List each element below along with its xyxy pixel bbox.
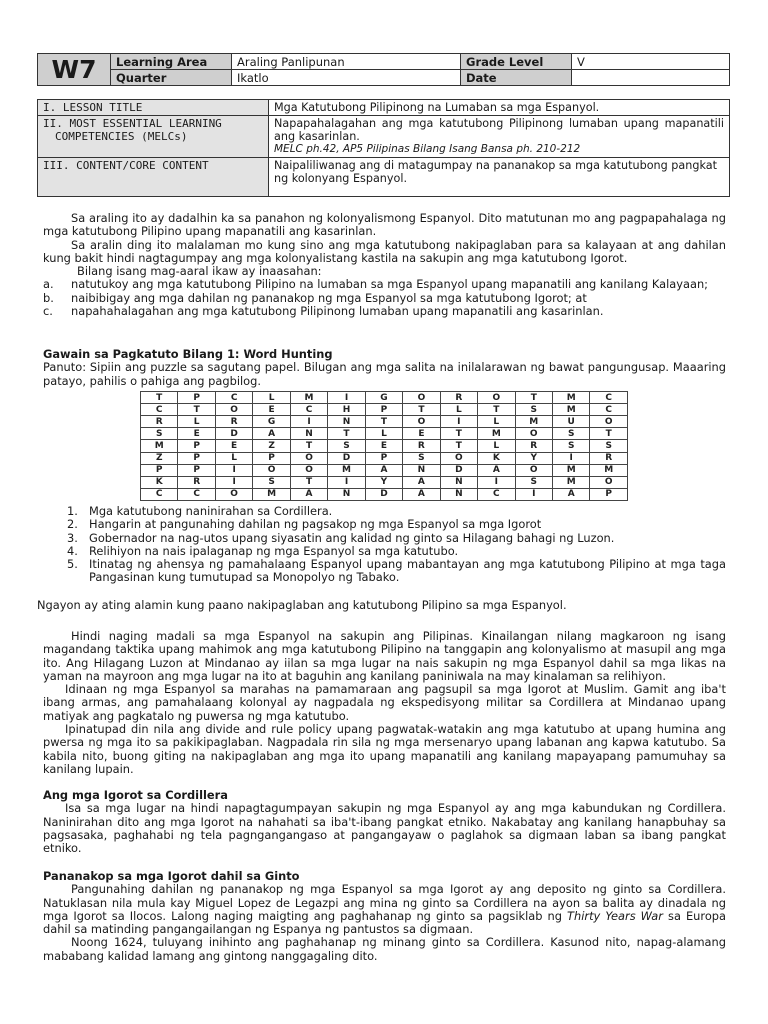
grid-cell: P [178, 452, 215, 464]
discussion-paragraph-1: Hindi naging madali sa mga Espanyol na sakupin ang Pilipinas. Kinailangan nilang magkaroon ng isang magandang taktika upang mahimok ang mga katutubong Pilipino na tanggapin ang kolonyalismo at masupil ang mga ito. Ang Hilagang Luzon at Mindanao ay iilan sa mga lugar na nais sakupin ng mga Espanyol dahil sa mga likas na yaman na mayroon ang mga lugar na ito at baguhin ang kanilang paniniwala na may kinalaman sa relihiyon. [43, 629, 726, 683]
lesson-title-value: Mga Katutubong Pilipinong na Lumaban sa mga Espanyol. [269, 100, 730, 116]
discussion-paragraph-2: Idinaan ng mga Espanyol sa marahas na pamamaraan ang pagsupil sa mga Igorot at Muslim. Gamit ang iba't ibang armas, ang pamahalaang kolonyal ay nagpadala ng ekspedisyong militar sa Cordillera at Mindanao upang matiyak ang pagkatalo ng puwersa ng mga katutubo. [43, 682, 726, 723]
objective-item: b. naibibigay ang mga dahilan ng pananakop ng mga Espanyol sa mga katutubong Igorot; at [43, 290, 587, 305]
grid-cell: O [403, 416, 440, 428]
grid-cell: N [403, 464, 440, 476]
quarter-value: Ikatlo [232, 70, 461, 86]
grid-cell: C [590, 392, 628, 404]
grid-cell: D [365, 488, 402, 500]
grid-row [141, 452, 628, 464]
grid-cell: K [141, 476, 178, 488]
grid-cell: T [403, 404, 440, 416]
grid-cell: R [440, 392, 477, 404]
grid-row [141, 464, 628, 476]
grid-cell: I [290, 416, 327, 428]
melc-value: Napapahalagahan ang mga katutubong Pilipinong lumaban upang mapanatili ang kasarinlan. [274, 117, 724, 143]
clue-item: 2. Hangarin at pangunahing dahilan ng pagsakop ng mga Espanyol sa mga Igorot [67, 517, 542, 532]
grid-cell: T [365, 416, 402, 428]
grid-cell: L [440, 404, 477, 416]
grid-cell: S [328, 440, 365, 452]
clue-item: 4. Relihiyon na nais ipalaganap ng mga Espanyol sa mga katutubo. [67, 543, 459, 558]
grid-cell: M [590, 464, 628, 476]
grid-row [141, 416, 628, 428]
grid-cell: C [290, 404, 327, 416]
grid-cell: C [178, 488, 215, 500]
grid-cell: M [253, 488, 290, 500]
grid-cell: N [440, 476, 477, 488]
grid-cell: S [552, 428, 589, 440]
gold-heading: Pananakop sa mga Igorot dahil sa Ginto [43, 869, 300, 883]
igorot-paragraph: Isa sa mga lugar na hindi napagtagumpayan sakupin ng mga Espanyol ay ang mga kabundukan ng Cordillera. Naninirahan dito ang mga Igorot na nahahati sa iba't-ibang pangkat etniko. Nakabatay ang kanilang hanapbuhay sa pagsasaka, paghahabi ng tela pagngangangaso at pangangayaw o paglahok sa digmaan laban sa ibang pangkat etniko. [43, 801, 726, 856]
grid-cell: T [290, 440, 327, 452]
grid-cell: R [178, 476, 215, 488]
quarter-label: Quarter [111, 70, 232, 86]
grid-cell: O [590, 476, 628, 488]
objective-item: a. natutukoy ang mga katutubong Pilipino na lumaban sa mga Espanyol upang mapanatili ang kanilang Kalayaan; [43, 277, 708, 292]
grid-cell: U [552, 416, 589, 428]
clue-item: 3. Gobernador na nag-utos upang siyasatin ang kalidad ng ginto sa Hilagang bahagi ng Luzon. [67, 530, 615, 545]
gold-paragraph-2: Noong 1624, tuluyang inihinto ang paghahanap ng minang ginto sa Cordillera. Kasunod nito, napag-alamang mababang kalidad lamang ang gintong nanggagaling dito. [43, 935, 726, 963]
grid-cell: T [141, 392, 178, 404]
grid-cell: M [515, 416, 552, 428]
grid-cell: N [328, 488, 365, 500]
grid-cell: M [552, 476, 589, 488]
grid-cell: L [215, 452, 252, 464]
grid-cell: I [215, 464, 252, 476]
grid-cell: A [552, 488, 589, 500]
grid-row [141, 392, 628, 404]
intro-paragraph-3: Bilang isang mag-aaral ikaw ay inaasahan: [77, 264, 322, 279]
grid-cell: G [365, 392, 402, 404]
grid-cell: P [590, 488, 628, 500]
grid-cell: T [515, 392, 552, 404]
grid-cell: S [253, 476, 290, 488]
grid-cell: N [290, 428, 327, 440]
grid-cell: I [552, 452, 589, 464]
grade-level-value: V [572, 54, 730, 70]
grid-cell: P [365, 452, 402, 464]
grid-cell: D [328, 452, 365, 464]
grid-cell: L [478, 440, 515, 452]
grid-cell: G [253, 416, 290, 428]
grid-cell: Z [253, 440, 290, 452]
grid-cell: O [215, 488, 252, 500]
grid-cell: H [328, 404, 365, 416]
grid-cell: D [215, 428, 252, 440]
grid-cell: S [590, 440, 628, 452]
word-hunt-grid [140, 391, 628, 501]
grid-cell: A [253, 428, 290, 440]
clues-list [43, 505, 726, 585]
grid-cell: P [178, 440, 215, 452]
igorot-section [43, 789, 726, 855]
grid-cell: O [440, 452, 477, 464]
grid-cell: Y [515, 452, 552, 464]
grid-cell: L [478, 416, 515, 428]
grid-cell: I [215, 476, 252, 488]
grid-cell: M [478, 428, 515, 440]
objective-item: c. napahahalagahan ang mga katutubong Pilipinong lumaban upang mapanatili ang kasarinlan. [43, 304, 604, 319]
grid-cell: E [403, 428, 440, 440]
lesson-info-table [37, 99, 730, 197]
clue-item: 1. Mga katutubong naninirahan sa Cordillera. [67, 504, 333, 518]
grid-cell: A [290, 488, 327, 500]
grid-cell: S [515, 476, 552, 488]
grid-cell: E [215, 440, 252, 452]
grid-cell: A [478, 464, 515, 476]
grid-cell: I [515, 488, 552, 500]
discussion-paragraph-3: Ipinatupad din nila ang divide and rule policy upang pagwatak-watakin ang mga katutubo at upang humina ang pwersa ng mga ito sa pakikipaglaban. Nagpadala rin sila ng mga mersenaryo upang labanan ang kapwa katutubo. Sa kabila nito, buong giting na nakipaglaban ang mga ito upang mapanatili ang kanilang mapayapang pamumuhay sa kanilang lupain. [43, 722, 726, 776]
grid-cell: P [178, 392, 215, 404]
igorot-heading: Ang mga Igorot sa Cordillera [43, 788, 228, 802]
grid-cell: O [290, 464, 327, 476]
grid-cell: O [590, 416, 628, 428]
activity-section [43, 348, 726, 388]
header-table [37, 53, 730, 86]
grid-cell: I [440, 416, 477, 428]
grid-cell: S [552, 440, 589, 452]
lesson-title-label: I. LESSON TITLE [38, 100, 269, 116]
transition-line [37, 599, 726, 612]
grid-cell: A [403, 488, 440, 500]
grid-cell: T [440, 440, 477, 452]
grid-cell: N [440, 488, 477, 500]
grid-cell: M [552, 404, 589, 416]
date-label: Date [461, 70, 572, 86]
grid-cell: C [141, 404, 178, 416]
grid-cell: T [440, 428, 477, 440]
grid-cell: C [141, 488, 178, 500]
grid-cell: R [403, 440, 440, 452]
grid-cell: C [590, 404, 628, 416]
grid-cell: Z [141, 452, 178, 464]
grid-cell: C [478, 488, 515, 500]
content-value: Naipaliliwanag ang di matagumpay na pananakop sa mga katutubong pangkat ng kolonyang Espanyol. [269, 158, 730, 197]
grid-cell: D [440, 464, 477, 476]
grid-cell: A [365, 464, 402, 476]
grid-cell: C [215, 392, 252, 404]
grid-cell: M [290, 392, 327, 404]
grid-cell: E [365, 440, 402, 452]
grid-cell: A [403, 476, 440, 488]
grid-cell: O [253, 464, 290, 476]
grid-row [141, 440, 628, 452]
grid-cell: T [478, 404, 515, 416]
intro-paragraph-2: Sa aralin ding ito malalaman mo kung sino ang mga katutubong nakipaglaban para sa kalayaan at ang dahilan kung bakit hindi nagtagumpay ang mga kolonyalistang kastila na sakupin ang mga katutubong Igorot. [43, 237, 726, 265]
activity-instructions: Panuto: Sipiin ang puzzle sa sagutang papel. Bilugan ang mga salita na inilalarawan ng bawat pangungusap. Maaaring patayo, pahilis o pahiga ang pagbilog. [43, 360, 726, 388]
melc-value-cell [269, 116, 730, 158]
discussion-section [43, 630, 726, 776]
objectives-list [43, 278, 726, 318]
grid-cell: O [515, 428, 552, 440]
grid-cell: T [290, 476, 327, 488]
activity-title: Gawain sa Pagkatuto Bilang 1: Word Hunting [43, 347, 333, 361]
grid-row [141, 428, 628, 440]
grid-cell: Y [365, 476, 402, 488]
melc-label [38, 116, 269, 158]
grid-cell: O [215, 404, 252, 416]
grid-cell: O [290, 452, 327, 464]
grid-cell: I [328, 392, 365, 404]
grid-cell: I [328, 476, 365, 488]
grid-cell: M [141, 440, 178, 452]
clue-item: 5. Itinatag ng ahensya ng pamahalaang Espanyol upang mabantayan ang mga katutubong Pilipino at mga taga Pangasinan kung tumutupad sa Monopolyo ng Tabako. [67, 557, 726, 585]
grid-row [141, 488, 628, 500]
gold-paragraph-1: Pangunahing dahilan ng pananakop ng mga Espanyol sa mga Igorot ay ang deposito ng ginto sa Cordillera. Natuklasan nila mula kay Miguel Lopez de Legazpi ang mina ng ginto sa Cordillera na ayon sa balita ay dinadala ng mga Igorot sa Ilocos. Lalong naging maigting ang paghahanap ng ginto sa pagsiklab ng Thirty Years War sa Europa dahil sa matinding pangangailangan ng Espanya ng pantustos sa digmaan. [43, 882, 726, 937]
grid-cell: K [478, 452, 515, 464]
clues-section [43, 505, 726, 585]
grid-cell: N [328, 416, 365, 428]
grid-cell: I [478, 476, 515, 488]
grid-cell: P [178, 464, 215, 476]
grid-cell: P [365, 404, 402, 416]
melc-label-line2: COMPETENCIES (MELCs) [55, 130, 188, 143]
grid-cell: R [215, 416, 252, 428]
grid-cell: S [515, 404, 552, 416]
grid-cell: M [328, 464, 365, 476]
melc-label-line1: II. MOST ESSENTIAL LEARNING [43, 117, 222, 130]
gold-section [43, 870, 726, 963]
thirty-years-war: Thirty Years War [567, 908, 663, 923]
melc-reference: MELC ph.42, AP5 Pilipinas Bilang Isang Bansa ph. 210-212 [274, 143, 581, 155]
grid-cell: L [365, 428, 402, 440]
grid-cell: R [515, 440, 552, 452]
grid-row [141, 476, 628, 488]
grid-cell: P [253, 452, 290, 464]
grid-cell: L [253, 392, 290, 404]
content-label: III. CONTENT/CORE CONTENT [38, 158, 269, 197]
learning-area-value: Araling Panlipunan [232, 54, 461, 70]
learning-area-label: Learning Area [111, 54, 232, 70]
intro-section [43, 212, 726, 318]
grid-cell: E [253, 404, 290, 416]
grid-row [141, 404, 628, 416]
grid-cell: M [552, 392, 589, 404]
grid-cell: O [403, 392, 440, 404]
grade-level-label: Grade Level [461, 54, 572, 70]
grid-cell: S [141, 428, 178, 440]
grid-cell: T [590, 428, 628, 440]
grid-cell: S [403, 452, 440, 464]
week-label: W7 [38, 54, 111, 86]
grid-cell: L [178, 416, 215, 428]
grid-cell: T [178, 404, 215, 416]
grid-cell: P [141, 464, 178, 476]
grid-cell: T [328, 428, 365, 440]
transition-text: Ngayon ay ating alamin kung paano nakipaglaban ang katutubong Pilipino sa mga Espanyol. [37, 598, 567, 612]
grid-cell: O [515, 464, 552, 476]
grid-cell: O [478, 392, 515, 404]
date-value [572, 70, 730, 86]
grid-cell: E [178, 428, 215, 440]
grid-cell: R [141, 416, 178, 428]
grid-cell: R [590, 452, 628, 464]
intro-paragraph-1: Sa araling ito ay dadalhin ka sa panahon ng kolonyalismong Espanyol. Dito matutunan mo ang pagpapahalaga ng mga katutubong Pilipino upang mapanatili ang kasarinlan. [43, 211, 726, 239]
grid-cell: M [552, 464, 589, 476]
